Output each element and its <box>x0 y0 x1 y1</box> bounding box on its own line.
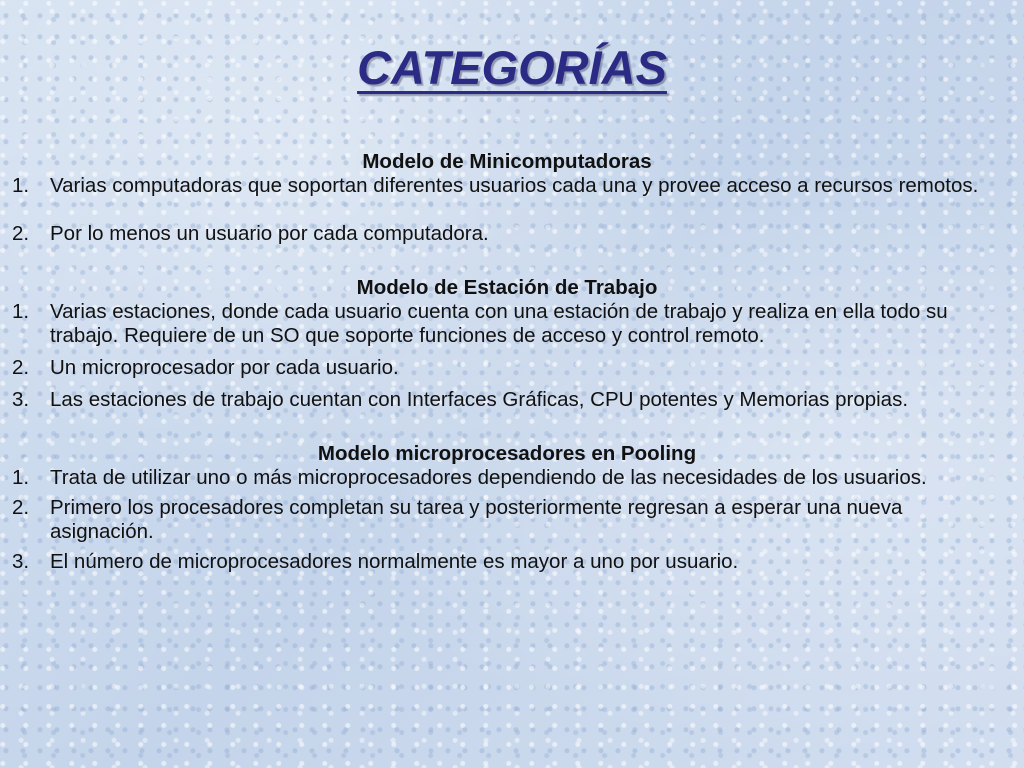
list-item-text: Primero los procesadores completan su tarea y posteriormente regresan a esperar una nueva asignación. <box>50 496 903 543</box>
list-item <box>12 174 1002 198</box>
list-item-number: 2. <box>12 356 30 379</box>
list-item-number: 2. <box>12 496 30 519</box>
list-item-text: Por lo menos un usuario por cada computadora. <box>50 222 489 245</box>
list-item-text: Trata de utilizar uno o más microprocesadores dependiendo de las necesidades de los usuarios. <box>50 466 927 489</box>
list-item-number: 1. <box>12 174 30 197</box>
list-item-number: 3. <box>12 388 30 411</box>
numbered-list <box>12 300 1002 412</box>
slide-content <box>12 150 1002 574</box>
numbered-list <box>12 466 1002 574</box>
list-item <box>12 496 1002 544</box>
section-estacion-trabajo <box>12 276 1002 412</box>
numbered-list <box>12 174 1002 246</box>
list-item-number: 2. <box>12 222 30 245</box>
section-minicomputadoras <box>12 150 1002 246</box>
section-pooling <box>12 442 1002 574</box>
list-item <box>12 388 1002 412</box>
section-heading: Modelo de Minicomputadoras <box>362 150 652 173</box>
list-item-number: 1. <box>12 466 30 489</box>
list-item <box>12 550 1002 574</box>
list-item <box>12 300 1002 348</box>
list-item-text: Varias estaciones, donde cada usuario cuenta con una estación de trabajo y realiza en ella todo su trabajo. Requiere de un SO que soporte funciones de acceso y control remoto. <box>50 300 948 347</box>
slide-title: CATEGORÍAS <box>357 41 667 94</box>
list-item-text: El número de microprocesadores normalmente es mayor a uno por usuario. <box>50 550 739 573</box>
list-item-number: 3. <box>12 550 30 573</box>
section-heading: Modelo de Estación de Trabajo <box>356 276 658 299</box>
list-item-text: Varias computadoras que soportan diferentes usuarios cada una y provee acceso a recursos remotos. <box>50 174 979 197</box>
list-item-text: Un microprocesador por cada usuario. <box>50 356 399 379</box>
list-item <box>12 222 1002 246</box>
list-item-number: 1. <box>12 300 30 323</box>
list-item <box>12 466 1002 490</box>
list-item <box>12 356 1002 380</box>
list-item-text: Las estaciones de trabajo cuentan con Interfaces Gráficas, CPU potentes y Memorias propias. <box>50 388 909 411</box>
section-heading: Modelo microprocesadores en Pooling <box>317 442 697 465</box>
